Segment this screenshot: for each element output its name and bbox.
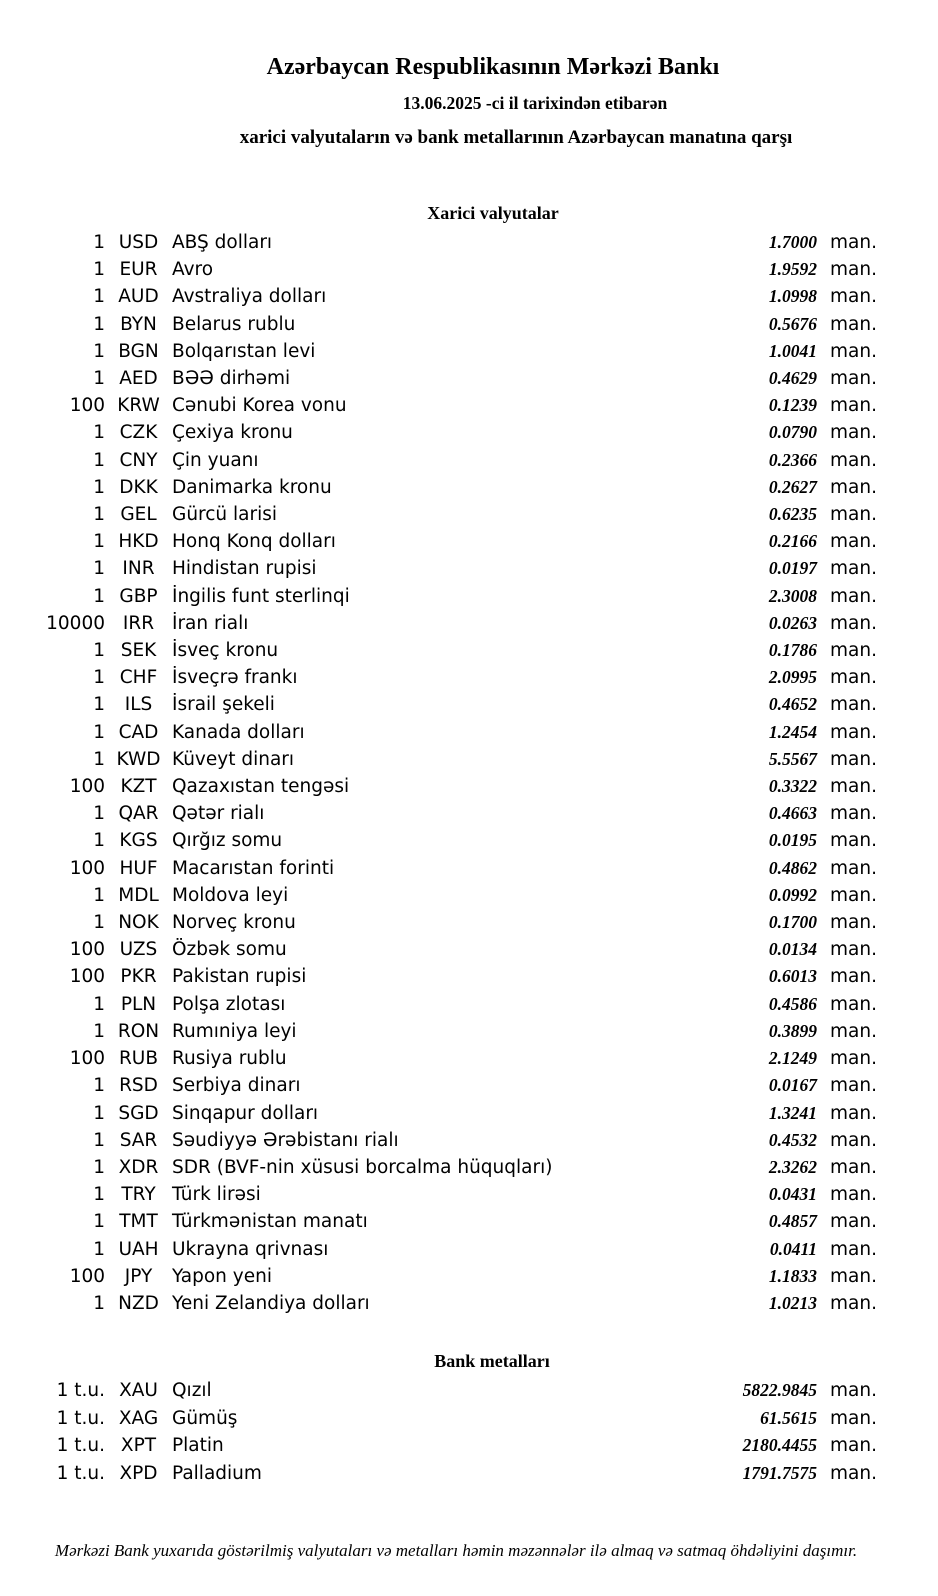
currency-code-cell: ILS xyxy=(124,694,153,716)
rate-value-cell: 0.4857 xyxy=(768,1211,817,1232)
unit-cell: man. xyxy=(830,1211,877,1233)
currency-code-cell: CAD xyxy=(118,721,159,743)
unit-cell: man. xyxy=(830,884,877,906)
quantity-cell: 1 t.u. xyxy=(56,1407,105,1429)
currency-name-cell: Qızıl xyxy=(172,1380,212,1401)
quantity-cell: 1 xyxy=(93,1102,105,1124)
foreign-currencies-table xyxy=(0,229,938,1317)
currency-code-cell: EUR xyxy=(119,259,158,281)
quantity-cell: 1 xyxy=(93,259,105,281)
currency-code-cell: KRW xyxy=(117,395,160,417)
quantity-cell: 1 xyxy=(93,748,105,770)
rate-value-cell: 0.4652 xyxy=(768,694,817,715)
unit-cell: man. xyxy=(830,232,877,253)
rate-row xyxy=(0,1100,938,1127)
currency-code-cell: XAG xyxy=(118,1407,159,1429)
rate-value-cell: 61.5615 xyxy=(760,1407,817,1428)
rate-value-cell: 0.6013 xyxy=(768,966,817,987)
unit-cell: man. xyxy=(830,1380,877,1401)
currency-name-cell: Bolqarıstan levi xyxy=(172,340,316,362)
currency-code-cell: NZD xyxy=(118,1292,159,1314)
quantity-cell: 1 xyxy=(93,449,105,471)
quantity-cell: 1 xyxy=(93,585,105,607)
currency-code-cell: GBP xyxy=(119,585,158,607)
rate-row xyxy=(0,555,938,582)
rate-value-cell: 1.7000 xyxy=(768,232,817,252)
rate-row xyxy=(0,691,938,718)
unit-cell: man. xyxy=(830,1075,877,1097)
currency-code-cell: MDL xyxy=(118,884,159,906)
currency-name-cell: Avstraliya dolları xyxy=(172,286,327,308)
rate-row xyxy=(0,1460,938,1488)
currency-code-cell: KZT xyxy=(120,776,157,798)
section-title-foreign-currencies: Xarici valyutalar xyxy=(427,203,559,223)
currency-code-cell: AED xyxy=(119,368,158,390)
quantity-cell: 100 xyxy=(69,857,105,879)
rate-value-cell: 1.1833 xyxy=(768,1265,817,1286)
currency-code-cell: XDR xyxy=(118,1156,159,1178)
currency-code-cell: HUF xyxy=(119,857,158,879)
unit-cell: man. xyxy=(830,1435,877,1456)
quantity-cell: 100 xyxy=(69,1048,105,1070)
rate-row xyxy=(0,447,938,474)
section-title-bank-metals: Bank metalları xyxy=(434,1351,550,1371)
quantity-cell: 1 xyxy=(93,531,105,553)
currency-code-cell: SEK xyxy=(120,640,157,662)
currency-name-cell: Sinqapur dolları xyxy=(172,1102,319,1124)
quantity-cell: 1 xyxy=(93,313,105,335)
unit-cell: man. xyxy=(830,748,877,770)
rate-row xyxy=(0,256,938,283)
rate-row xyxy=(0,1127,938,1154)
page-subtitle: xarici valyutaların və bank metallarının Azərbaycan manatına qarşı xyxy=(239,127,793,148)
currency-name-cell: Polşa zlotası xyxy=(172,993,286,1015)
quantity-cell: 1 xyxy=(93,558,105,580)
rate-value-cell: 0.4862 xyxy=(768,857,817,878)
unit-cell: man. xyxy=(830,966,877,988)
quantity-cell: 100 xyxy=(69,776,105,798)
currency-name-cell: SDR (BVF-nin xüsusi borcalma hüquqları) xyxy=(172,1156,553,1178)
rate-row xyxy=(0,311,938,338)
currency-code-cell: AUD xyxy=(118,286,159,308)
quantity-cell: 1 xyxy=(93,667,105,689)
rate-row xyxy=(0,991,938,1018)
rate-value-cell: 0.4586 xyxy=(768,993,817,1014)
rate-row xyxy=(0,392,938,419)
quantity-cell: 1 xyxy=(93,286,105,308)
quantity-cell: 1 xyxy=(93,803,105,825)
rate-row xyxy=(0,664,938,691)
rate-value-cell: 0.0167 xyxy=(768,1075,817,1096)
unit-cell: man. xyxy=(830,857,877,879)
currency-code-cell: USD xyxy=(118,232,159,253)
rate-row xyxy=(0,1263,938,1290)
unit-cell: man. xyxy=(830,585,877,607)
currency-name-cell: Qırğız somu xyxy=(172,830,283,852)
rate-value-cell: 2.0995 xyxy=(768,667,817,688)
currency-code-cell: UAH xyxy=(118,1238,159,1260)
rate-row xyxy=(0,1045,938,1072)
rate-row xyxy=(0,637,938,664)
rate-value-cell: 2180.4455 xyxy=(742,1435,817,1455)
unit-cell: man. xyxy=(830,776,877,798)
currency-name-cell: Moldova leyi xyxy=(172,884,289,906)
rate-value-cell: 1.3241 xyxy=(768,1102,817,1123)
quantity-cell: 10000 xyxy=(46,612,105,634)
unit-cell: man. xyxy=(830,340,877,362)
rate-value-cell: 0.6235 xyxy=(768,504,817,525)
unit-cell: man. xyxy=(830,1407,877,1429)
unit-cell: man. xyxy=(830,694,877,716)
unit-cell: man. xyxy=(830,449,877,471)
unit-cell: man. xyxy=(830,939,877,961)
rate-value-cell: 0.2627 xyxy=(768,476,817,497)
quantity-cell: 1 xyxy=(93,1075,105,1097)
rate-value-cell: 0.0195 xyxy=(768,830,817,851)
currency-name-cell: Serbiya dinarı xyxy=(172,1075,301,1097)
quantity-cell: 1 xyxy=(93,1211,105,1233)
quantity-cell: 1 xyxy=(93,1184,105,1206)
unit-cell: man. xyxy=(830,721,877,743)
unit-cell: man. xyxy=(830,1102,877,1124)
quantity-cell: 1 xyxy=(93,1238,105,1260)
currency-code-cell: DKK xyxy=(119,476,158,498)
rate-row xyxy=(0,338,938,365)
rate-row xyxy=(0,474,938,501)
rate-value-cell: 0.0263 xyxy=(768,612,817,633)
currency-name-cell: Türk lirəsi xyxy=(172,1184,261,1206)
rate-row xyxy=(0,1405,938,1433)
quantity-cell: 1 xyxy=(93,1020,105,1042)
quantity-cell: 1 xyxy=(93,422,105,444)
rate-row xyxy=(0,1181,938,1208)
rate-row xyxy=(0,746,938,773)
currency-name-cell: Qətər rialı xyxy=(172,803,265,825)
rate-row xyxy=(0,1018,938,1045)
unit-cell: man. xyxy=(830,993,877,1015)
quantity-cell: 1 xyxy=(93,993,105,1015)
page-title: Azərbaycan Respublikasının Mərkəzi Bankı xyxy=(266,54,720,80)
currency-name-cell: Platin xyxy=(172,1435,224,1456)
rate-value-cell: 0.3899 xyxy=(768,1020,817,1041)
rate-value-cell: 0.4629 xyxy=(768,368,817,389)
rate-value-cell: 0.2166 xyxy=(768,531,817,552)
currency-name-cell: BƏƏ dirhəmi xyxy=(172,368,291,390)
currency-code-cell: XPD xyxy=(119,1462,158,1484)
rate-row xyxy=(0,528,938,555)
unit-cell: man. xyxy=(830,1129,877,1151)
quantity-cell: 1 xyxy=(93,830,105,852)
rate-value-cell: 5822.9845 xyxy=(742,1380,817,1400)
rate-value-cell: 0.4532 xyxy=(768,1129,817,1150)
unit-cell: man. xyxy=(830,1184,877,1206)
currency-name-cell: Çin yuanı xyxy=(172,449,259,471)
rate-row xyxy=(0,283,938,310)
currency-name-cell: Çexiya kronu xyxy=(172,422,293,444)
currency-code-cell: PKR xyxy=(120,966,157,988)
quantity-cell: 1 xyxy=(93,1156,105,1178)
rate-row xyxy=(0,583,938,610)
currency-code-cell: QAR xyxy=(118,803,159,825)
rate-value-cell: 0.0197 xyxy=(768,558,817,579)
unit-cell: man. xyxy=(830,313,877,335)
unit-cell: man. xyxy=(830,286,877,308)
quantity-cell: 1 xyxy=(93,504,105,526)
rate-row xyxy=(0,855,938,882)
unit-cell: man. xyxy=(830,422,877,444)
currency-name-cell: Ukrayna qrivnası xyxy=(172,1238,329,1260)
currency-name-cell: Avro xyxy=(172,259,214,281)
currency-code-cell: RUB xyxy=(118,1048,159,1070)
rate-value-cell: 2.3008 xyxy=(768,585,817,606)
rate-value-cell: 0.1239 xyxy=(768,395,817,416)
quantity-cell: 1 t.u. xyxy=(56,1435,105,1456)
rate-row xyxy=(0,909,938,936)
rate-value-cell: 0.0992 xyxy=(768,884,817,905)
rate-row xyxy=(0,1208,938,1235)
rate-value-cell: 1.2454 xyxy=(768,721,817,742)
currency-name-cell: Cənubi Korea vonu xyxy=(172,395,347,417)
rate-value-cell: 0.0411 xyxy=(769,1238,817,1259)
currency-name-cell: Danimarka kronu xyxy=(172,476,332,498)
currency-code-cell: IRR xyxy=(122,612,155,634)
quantity-cell: 1 xyxy=(93,340,105,362)
currency-code-cell: KGS xyxy=(119,830,158,852)
quantity-cell: 1 xyxy=(93,476,105,498)
currency-name-cell: Norveç kronu xyxy=(172,912,296,934)
rate-row xyxy=(0,882,938,909)
currency-code-cell: SGD xyxy=(118,1102,159,1124)
currency-name-cell: Hindistan rupisi xyxy=(172,558,317,580)
currency-code-cell: BYN xyxy=(120,313,157,335)
rate-value-cell: 5.5567 xyxy=(768,748,817,769)
rate-row xyxy=(0,1154,938,1181)
rate-row xyxy=(0,1377,938,1405)
rate-row xyxy=(0,1290,938,1317)
currency-name-cell: Yeni Zelandiya dolları xyxy=(172,1292,370,1314)
unit-cell: man. xyxy=(830,1156,877,1178)
currency-code-cell: XPT xyxy=(120,1435,157,1456)
currency-code-cell: TRY xyxy=(121,1184,156,1206)
currency-code-cell: CHF xyxy=(119,667,158,689)
disclaimer-text: Mərkəzi Bank yuxarıda göstərilmiş valyutaları və metalları həmin məzənnələr ilə almaq və satmaq öhdəliyini daşımır. xyxy=(54,1541,858,1560)
rate-row xyxy=(0,1236,938,1263)
currency-name-cell: Səudiyyə Ərəbistanı rialı xyxy=(172,1129,399,1151)
quantity-cell: 1 xyxy=(93,232,105,253)
currency-code-cell: CNY xyxy=(119,449,158,471)
quantity-cell: 1 xyxy=(93,1129,105,1151)
rate-row xyxy=(0,719,938,746)
quantity-cell: 1 xyxy=(93,640,105,662)
currency-name-cell: Gürcü larisi xyxy=(172,504,278,526)
bank-metals-table xyxy=(0,1377,938,1487)
rate-value-cell: 0.0431 xyxy=(768,1184,817,1205)
rate-row xyxy=(0,501,938,528)
unit-cell: man. xyxy=(830,476,877,498)
rate-value-cell: 2.3262 xyxy=(768,1156,817,1177)
currency-code-cell: SAR xyxy=(119,1129,158,1151)
rate-value-cell: 1.0041 xyxy=(768,340,817,361)
unit-cell: man. xyxy=(830,1265,877,1287)
rate-value-cell: 0.4663 xyxy=(768,803,817,824)
quantity-cell: 100 xyxy=(69,939,105,961)
effective-date-line: 13.06.2025 -ci il tarixindən etibarən xyxy=(402,93,668,113)
currency-code-cell: KWD xyxy=(116,748,161,770)
quantity-cell: 1 xyxy=(93,368,105,390)
currency-name-cell: İsveçrə frankı xyxy=(172,667,298,689)
rate-value-cell: 0.1786 xyxy=(768,640,817,661)
currency-name-cell: ABŞ dolları xyxy=(172,232,273,253)
unit-cell: man. xyxy=(830,504,877,526)
quantity-cell: 100 xyxy=(69,1265,105,1287)
currency-code-cell: RSD xyxy=(119,1075,158,1097)
rate-value-cell: 0.2366 xyxy=(768,449,817,470)
rate-value-cell: 1791.7575 xyxy=(742,1462,817,1483)
currency-code-cell: HKD xyxy=(118,531,159,553)
currency-code-cell: JPY xyxy=(124,1265,153,1287)
unit-cell: man. xyxy=(830,259,877,281)
unit-cell: man. xyxy=(830,368,877,390)
quantity-cell: 1 xyxy=(93,912,105,934)
rate-value-cell: 0.1700 xyxy=(768,912,817,933)
currency-name-cell: Küveyt dinarı xyxy=(172,748,295,770)
rate-value-cell: 0.0134 xyxy=(768,939,817,960)
currency-code-cell: INR xyxy=(122,558,155,580)
currency-name-cell: Palladium xyxy=(172,1462,262,1484)
unit-cell: man. xyxy=(830,1292,877,1314)
currency-name-cell: Yapon yeni xyxy=(172,1265,272,1287)
quantity-cell: 1 t.u. xyxy=(56,1462,105,1484)
currency-code-cell: TMT xyxy=(119,1211,158,1233)
currency-name-cell: İngilis funt sterlinqi xyxy=(172,585,350,607)
rate-value-cell: 0.3322 xyxy=(768,776,817,797)
currency-name-cell: Belarus rublu xyxy=(172,313,296,335)
currency-code-cell: UZS xyxy=(119,939,158,961)
rate-row xyxy=(0,365,938,392)
rate-row xyxy=(0,610,938,637)
unit-cell: man. xyxy=(830,1048,877,1070)
currency-code-cell: RON xyxy=(117,1020,160,1042)
currency-code-cell: CZK xyxy=(119,422,158,444)
currency-name-cell: Gümüş xyxy=(172,1407,238,1429)
currency-name-cell: Türkmənistan manatı xyxy=(172,1211,368,1233)
quantity-cell: 100 xyxy=(69,966,105,988)
rate-row xyxy=(0,1072,938,1099)
currency-name-cell: Özbək somu xyxy=(172,939,287,961)
currency-name-cell: Kanada dolları xyxy=(172,721,305,743)
unit-cell: man. xyxy=(830,912,877,934)
unit-cell: man. xyxy=(830,803,877,825)
unit-cell: man. xyxy=(830,395,877,417)
rate-row xyxy=(0,800,938,827)
rate-row xyxy=(0,963,938,990)
currency-name-cell: Rumıniya leyi xyxy=(172,1020,297,1042)
currency-name-cell: Pakistan rupisi xyxy=(172,966,307,988)
currency-code-cell: PLN xyxy=(120,993,157,1015)
unit-cell: man. xyxy=(830,558,877,580)
rate-row xyxy=(0,936,938,963)
quantity-cell: 1 t.u. xyxy=(56,1380,105,1401)
currency-name-cell: İran rialı xyxy=(172,612,249,634)
rate-value-cell: 1.0213 xyxy=(768,1292,817,1313)
unit-cell: man. xyxy=(830,531,877,553)
rate-value-cell: 1.9592 xyxy=(768,259,817,280)
rate-row xyxy=(0,773,938,800)
quantity-cell: 1 xyxy=(93,1292,105,1314)
currency-name-cell: İsrail şekeli xyxy=(172,694,275,716)
unit-cell: man. xyxy=(830,1238,877,1260)
currency-name-cell: Qazaxıstan tengəsi xyxy=(172,776,350,798)
rate-row xyxy=(0,1432,938,1460)
rate-value-cell: 0.0790 xyxy=(768,422,817,443)
rate-value-cell: 0.5676 xyxy=(768,313,817,334)
quantity-cell: 1 xyxy=(93,721,105,743)
quantity-cell: 100 xyxy=(69,395,105,417)
currency-code-cell: BGN xyxy=(118,340,159,362)
currency-code-cell: GEL xyxy=(120,504,157,526)
rate-value-cell: 2.1249 xyxy=(768,1048,817,1069)
rate-row xyxy=(0,827,938,854)
quantity-cell: 1 xyxy=(93,884,105,906)
rate-value-cell: 1.0998 xyxy=(768,286,817,307)
currency-code-cell: NOK xyxy=(118,912,159,934)
unit-cell: man. xyxy=(830,667,877,689)
unit-cell: man. xyxy=(830,640,877,662)
currency-name-cell: Rusiya rublu xyxy=(172,1048,287,1070)
rate-row xyxy=(0,229,938,256)
unit-cell: man. xyxy=(830,1462,877,1484)
currency-code-cell: XAU xyxy=(119,1380,158,1401)
currency-name-cell: Honq Konq dolları xyxy=(172,531,336,553)
rate-row xyxy=(0,419,938,446)
currency-name-cell: Macarıstan forinti xyxy=(172,857,335,879)
unit-cell: man. xyxy=(830,830,877,852)
quantity-cell: 1 xyxy=(93,694,105,716)
currency-name-cell: İsveç kronu xyxy=(172,640,279,662)
unit-cell: man. xyxy=(830,1020,877,1042)
unit-cell: man. xyxy=(830,612,877,634)
